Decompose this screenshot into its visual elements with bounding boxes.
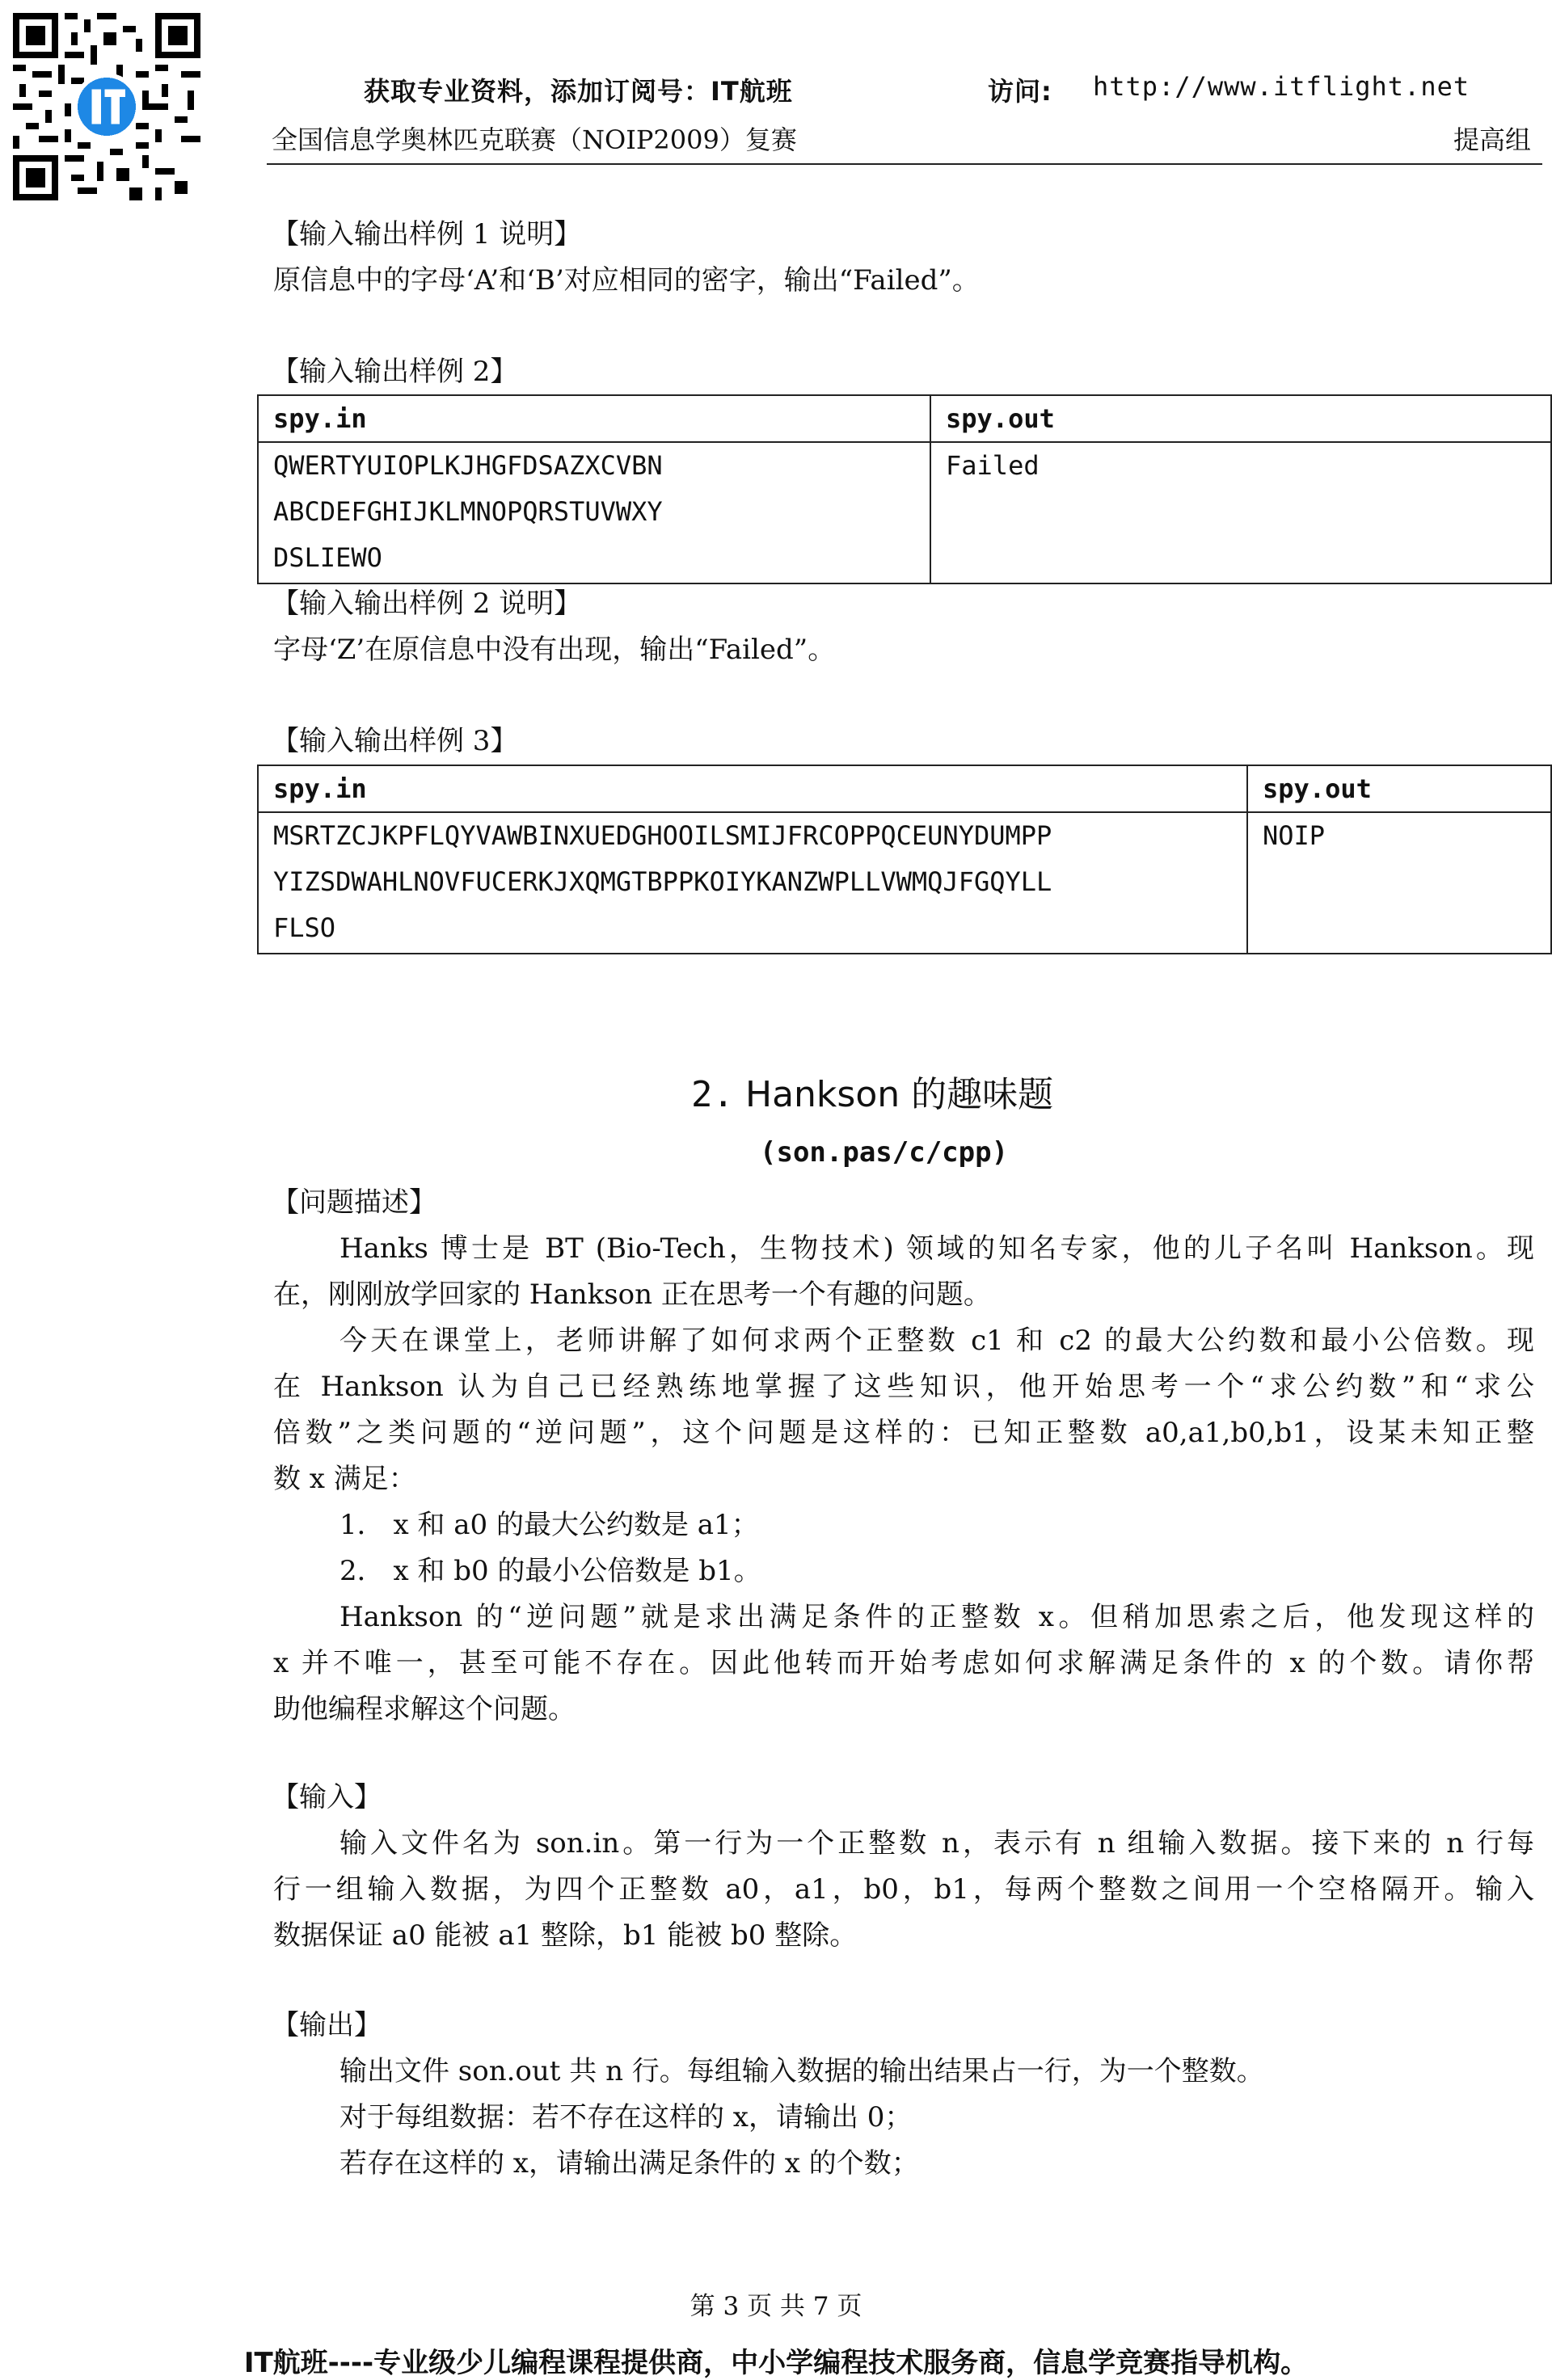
desc-p2-line4: 数 x 满足： — [273, 1463, 416, 1495]
sample3-table — [257, 765, 1552, 954]
input-heading: 【输入】 — [272, 1781, 382, 1813]
sample2-heading: 【输入输出样例 2】 — [272, 356, 518, 388]
header-rule — [267, 163, 1542, 165]
sample3-in-line: FLSO — [273, 912, 336, 943]
sample2-out-line: Failed — [946, 450, 1040, 481]
desc-p3-line3: 助他编程求解这个问题。 — [273, 1693, 576, 1725]
sample3-in-line: YIZSDWAHLNOVFUCERKJXQMGTBPPKOIYKANZWPLLVWMQJFGQYLL — [273, 866, 1052, 897]
sample2-note-text: 字母‘Z’在原信息中没有出现，输出“Failed”。 — [273, 634, 836, 666]
sample2-col-out: spy.out — [930, 395, 1551, 442]
desc-p2-line1: 今天在课堂上，老师讲解了如何求两个正整数 c1 和 c2 的最大公约数和最小公倍数。现 — [340, 1325, 1534, 1357]
sample3-col-out: spy.out — [1247, 765, 1551, 812]
header-promo-text: 获取专业资料，添加订阅号：IT航班 — [364, 76, 793, 107]
desc-heading: 【问题描述】 — [272, 1186, 436, 1219]
condition-2: 2． x 和 b0 的最小公倍数是 b1。 — [340, 1555, 761, 1587]
sample2-note-heading: 【输入输出样例 2 说明】 — [272, 588, 582, 620]
output-heading: 【输出】 — [272, 2009, 382, 2041]
sample3-out-line: NOIP — [1263, 820, 1326, 851]
sample2-in-line: ABCDEFGHIJKLMNOPQRSTUVWXY — [273, 496, 663, 527]
sample2-in-line: QWERTYUIOPLKJHGFDSAZXCVBN — [273, 450, 663, 481]
desc-p2-line2: 在 Hankson 认为自己已经熟练地掌握了这些知识，他开始思考一个“求公约数”和“求公 — [273, 1371, 1534, 1403]
sample2-table — [257, 394, 1552, 584]
sample2-in-line: DSLIEWO — [273, 542, 382, 573]
section-subtitle: (son.pas/c/cpp) — [760, 1136, 1009, 1169]
footer-promo-text: IT航班----专业级少儿编程课程提供商，中小学编程技术服务商，信息学竞赛指导机构。 — [243, 2347, 1309, 2379]
sample2-in-cell — [258, 442, 930, 583]
desc-p1-line2: 在，刚刚放学回家的 Hankson 正在思考一个有趣的问题。 — [273, 1278, 991, 1311]
input-line2: 行一组输入数据，为四个正整数 a0，a1，b0，b1，每两个整数之间用一个空格隔开。输入 — [273, 1873, 1534, 1906]
sample3-out-cell — [1247, 812, 1551, 954]
header-visit-label: 访问: — [988, 76, 1052, 107]
desc-p3-line1: Hankson 的“逆问题”就是求出满足条件的正整数 x。但稍加思索之后，他发现这样的 — [340, 1601, 1534, 1633]
sample3-in-line: MSRTZCJKPFLQYVAWBINXUEDGHOOILSMIJFRCOPPQCEUNYDUMPP — [273, 820, 1052, 851]
sample1-note-text: 原信息中的字母‘A’和‘B’对应相同的密字，输出“Failed”。 — [273, 264, 980, 297]
section-title — [691, 1065, 1053, 1117]
section-title-text: Hankson 的趣味题 — [744, 1074, 1054, 1115]
qr-code-image — [13, 13, 200, 200]
output-line3: 若存在这样的 x，请输出满足条件的 x 的个数； — [340, 2147, 919, 2180]
group-label: 提高组 — [1453, 124, 1532, 155]
page-number: 第 3 页 共 7 页 — [690, 2292, 862, 2321]
sample3-heading: 【输入输出样例 3】 — [272, 725, 518, 757]
sample1-note-heading: 【输入输出样例 1 说明】 — [272, 218, 582, 251]
desc-p3-line2: x 并不唯一，甚至可能不存在。因此他转而开始考虑如何求解满足条件的 x 的个数。请你帮 — [273, 1647, 1534, 1679]
sample3-col-in: spy.in — [258, 765, 1247, 812]
sample2-col-in: spy.in — [258, 395, 930, 442]
header-visit-url[interactable]: http://www.itflight.net — [1093, 71, 1470, 102]
output-line2: 对于每组数据：若不存在这样的 x，请输出 0； — [340, 2101, 913, 2134]
sample2-out-cell — [930, 442, 1551, 583]
output-line1: 输出文件 son.out 共 n 行。每组输入数据的输出结果占一行，为一个整数。 — [340, 2055, 1264, 2087]
input-line1: 输入文件名为 son.in。第一行为一个正整数 n，表示有 n 组输入数据。接下来的 n 行每 — [340, 1827, 1534, 1860]
contest-title: 全国信息学奥林匹克联赛（NOIP2009）复赛 — [272, 124, 797, 155]
desc-p1-line1: Hanks 博士是 BT (Bio-Tech，生物技术) 领域的知名专家，他的儿子名叫 Hankson。现 — [340, 1232, 1534, 1265]
desc-p2-line3: 倍数”之类问题的“逆问题”，这个问题是这样的：已知正整数 a0,a1,b0,b1，设某未知正整 — [273, 1417, 1534, 1449]
input-line3: 数据保证 a0 能被 a1 整除，b1 能被 b0 整除。 — [273, 1919, 858, 1952]
condition-1: 1． x 和 a0 的最大公约数是 a1； — [340, 1509, 759, 1541]
sample3-in-cell — [258, 812, 1247, 954]
section-number: 2. — [691, 1074, 734, 1115]
